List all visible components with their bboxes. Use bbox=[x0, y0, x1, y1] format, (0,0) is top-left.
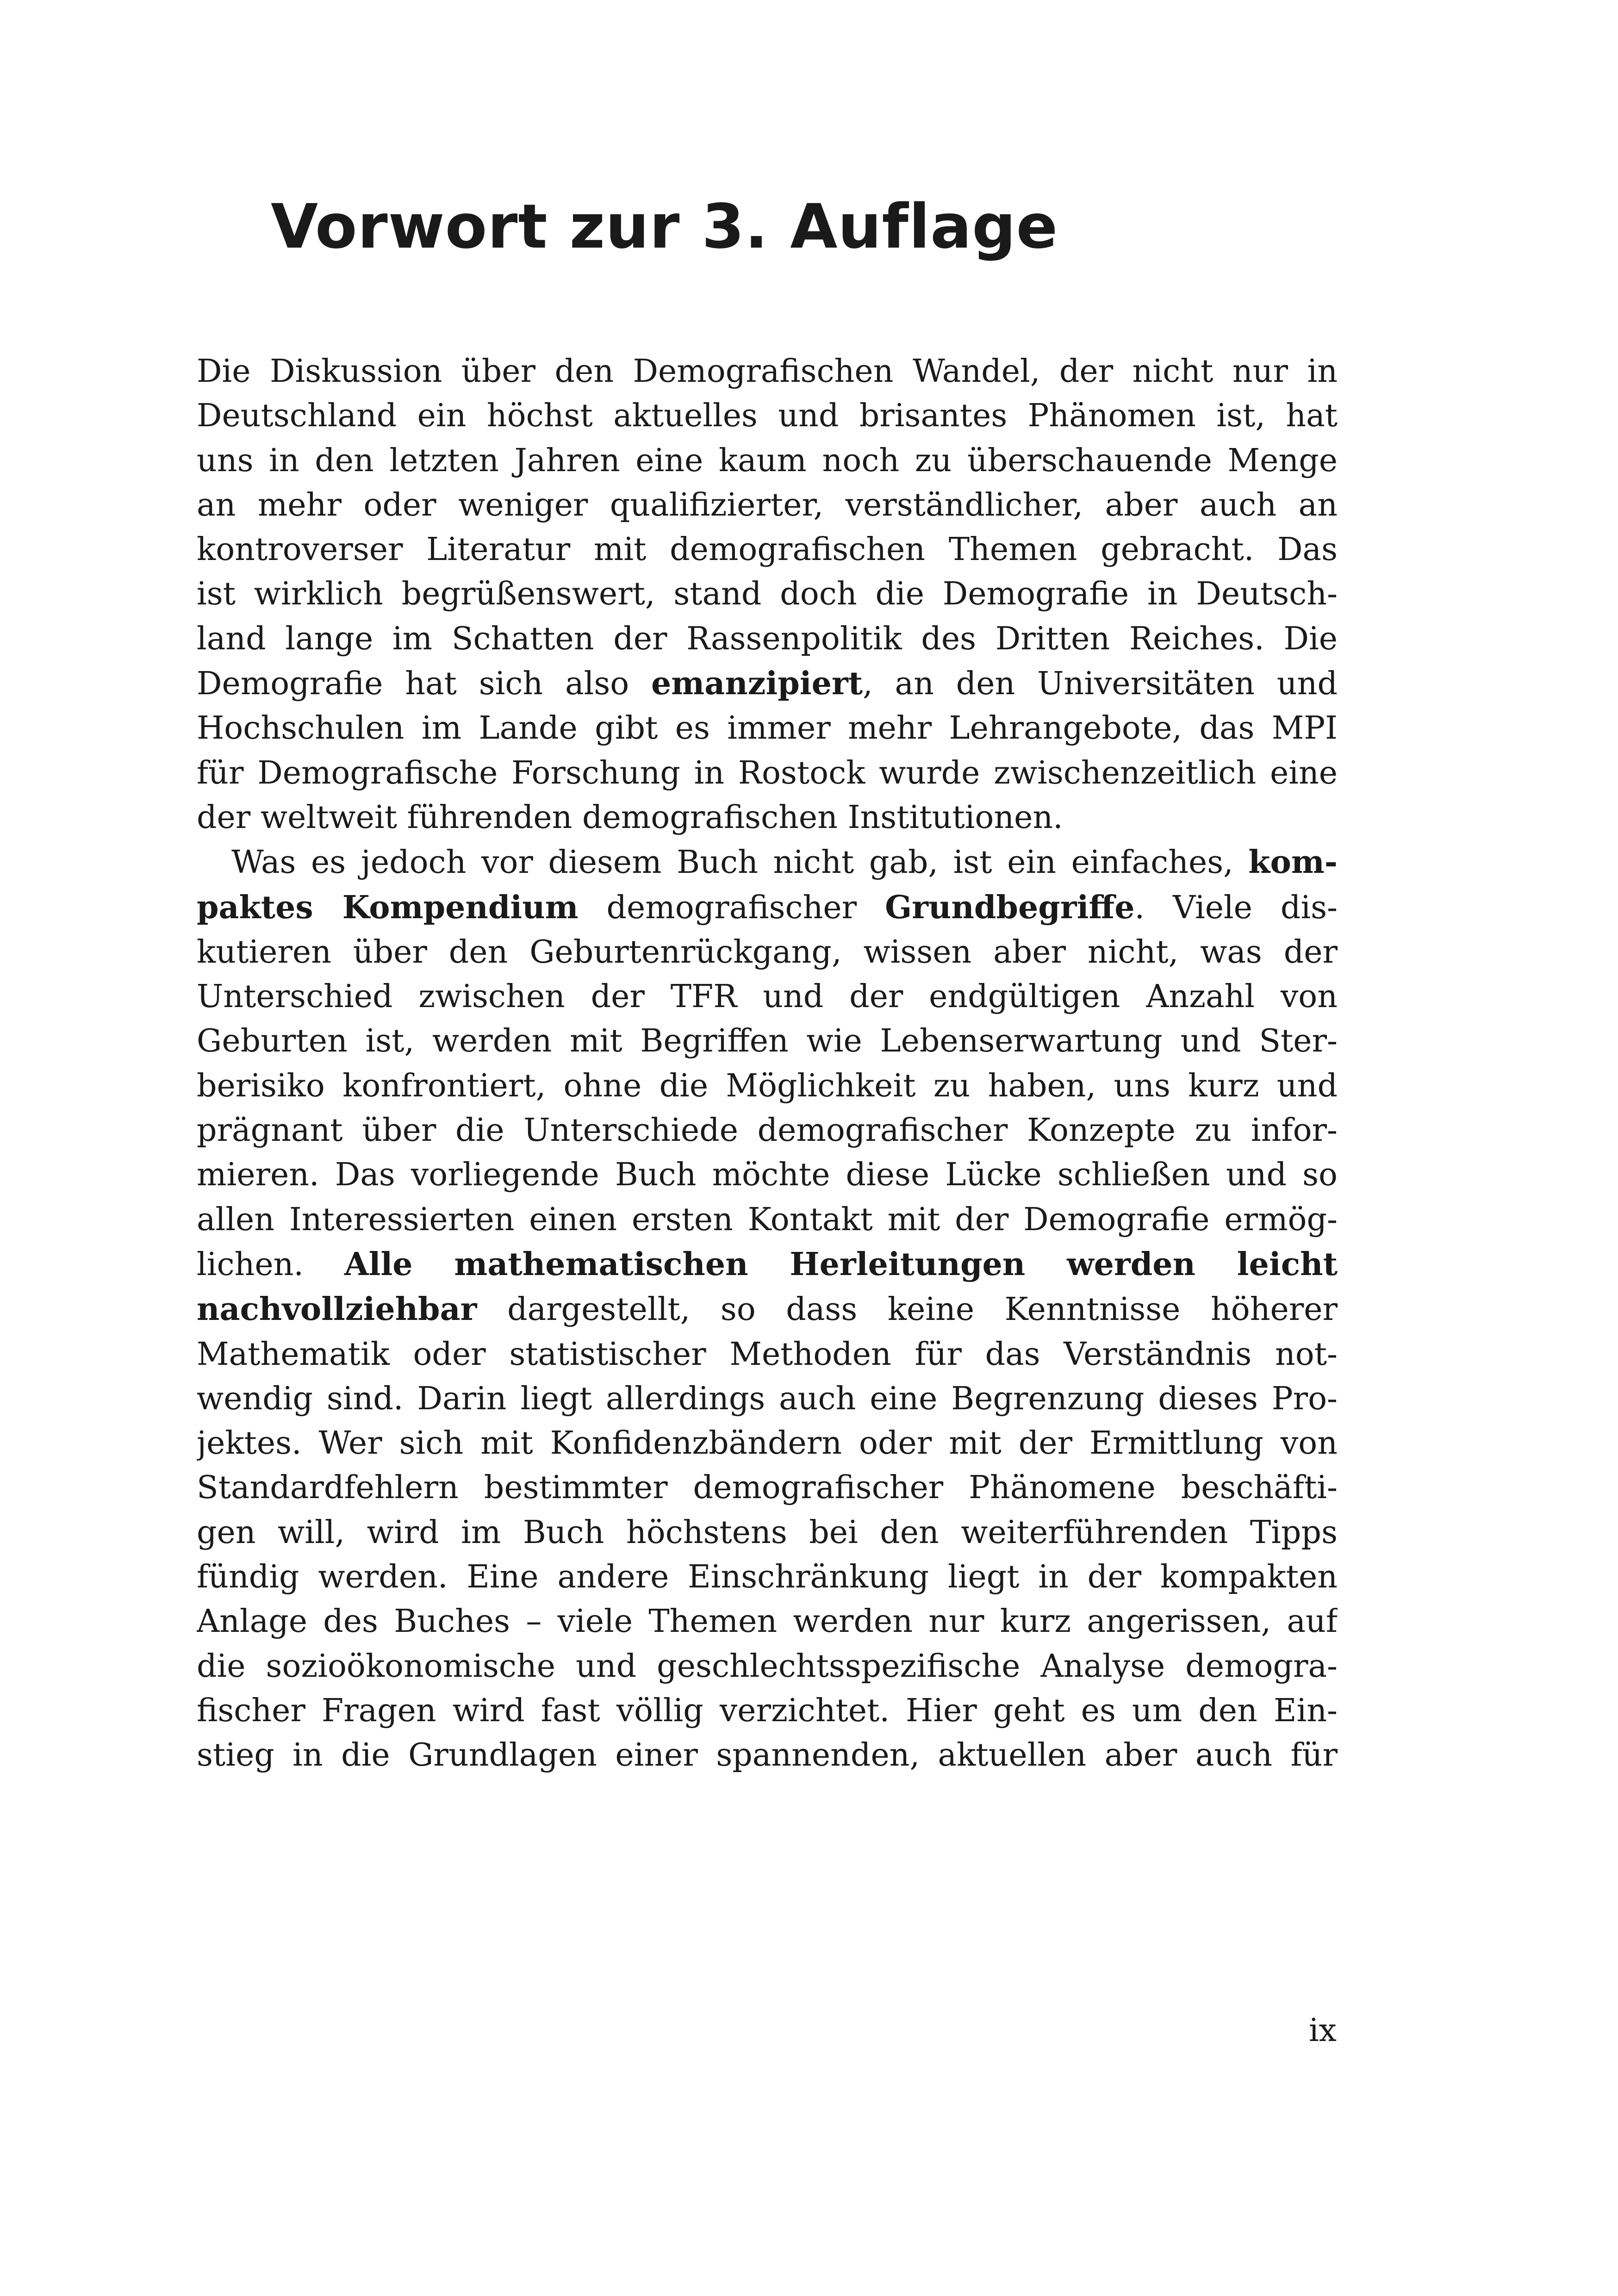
text-run: Demografie hat sich also bbox=[197, 666, 652, 703]
text-line: Die Diskussion über den Demografischen Wandel, der nicht nur in bbox=[197, 353, 1338, 390]
text-run: . Viele dis- bbox=[1134, 889, 1338, 926]
text-line: ist wirklich begrüßenswert, stand doch die Demografie in Deutsch- bbox=[197, 576, 1338, 613]
text-run: Was es jedoch vor diesem Buch nicht gab, ist ein einfaches, bbox=[231, 844, 1249, 881]
text-line: prägnant über die Unterschiede demografischer Konzepte zu infor- bbox=[197, 1112, 1338, 1149]
emphasis-kompaktes: kom- bbox=[1248, 844, 1338, 881]
text-line: an mehr oder weniger qualifizierter, verständlicher, aber auch an bbox=[197, 486, 1338, 523]
text-line: berisiko konfrontiert, ohne die Möglichkeit zu haben, uns kurz und bbox=[197, 1067, 1338, 1104]
text-line: die sozioökonomische und geschlechtsspezifische Analyse demogra- bbox=[197, 1648, 1338, 1685]
text-line bbox=[197, 885, 1338, 930]
text-line: Hochschulen im Lande gibt es immer mehr Lehrangebote, das MPI bbox=[197, 710, 1338, 747]
text-line: land lange im Schatten der Rassenpolitik des Dritten Reiches. Die bbox=[197, 620, 1338, 657]
text-line: der weltweit führenden demografischen Institutionen. bbox=[197, 799, 1063, 836]
text-line: allen Interessierten einen ersten Kontakt mit der Demografie ermög- bbox=[197, 1201, 1338, 1238]
text-line: fischer Fragen wird fast völlig verzichtet. Hier geht es um den Ein- bbox=[197, 1692, 1338, 1729]
text-line: stieg in die Grundlagen einer spannenden, aktuellen aber auch für bbox=[197, 1737, 1338, 1774]
text-line: Mathematik oder statistischer Methoden für das Verständnis not- bbox=[197, 1336, 1338, 1373]
text-run: demografischer bbox=[578, 889, 885, 926]
paragraph-2 bbox=[197, 840, 1338, 1778]
text-line: Anlage des Buches – viele Themen werden nur kurz angerissen, auf bbox=[197, 1603, 1338, 1640]
text-run: dargestellt, so dass keine Kenntnisse höherer bbox=[477, 1291, 1338, 1328]
text-run: lichen. bbox=[197, 1246, 344, 1283]
text-line: uns in den letzten Jahren eine kaum noch zu überschauende Menge bbox=[197, 442, 1338, 479]
text-run: , an den Universitäten und bbox=[863, 666, 1338, 703]
emphasis-grundbegriffe: Grundbegriffe bbox=[885, 889, 1135, 926]
text-line bbox=[197, 1242, 1338, 1287]
text-line: Geburten ist, werden mit Begriffen wie Lebenserwartung und Ster- bbox=[197, 1023, 1338, 1060]
text-line: Standardfehlern bestimmter demografischer Phänomene beschäfti- bbox=[197, 1469, 1338, 1506]
text-line bbox=[197, 1287, 1338, 1332]
text-line: jektes. Wer sich mit Konfidenzbändern oder mit der Ermittlung von bbox=[197, 1425, 1338, 1462]
text-line: Deutschland ein höchst aktuelles und brisantes Phänomen ist, hat bbox=[197, 398, 1338, 435]
page-number: ix bbox=[1308, 2012, 1337, 2049]
text-line bbox=[197, 661, 1338, 706]
emphasis-nachvollziehbar: nachvollziehbar bbox=[197, 1291, 477, 1328]
emphasis-kompendium: paktes Kompendium bbox=[197, 889, 579, 926]
emphasis-emanzipiert: emanzipiert bbox=[651, 665, 863, 703]
body-text bbox=[197, 349, 1338, 1778]
text-line bbox=[197, 840, 1338, 885]
text-line: fündig werden. Eine andere Einschränkung liegt in der kompakten bbox=[197, 1559, 1338, 1596]
text-line: kontroverser Literatur mit demografischen Themen gebracht. Das bbox=[197, 531, 1338, 568]
chapter-title: Vorwort zur 3. Auflage bbox=[271, 191, 1058, 262]
text-line: mieren. Das vorliegende Buch möchte diese Lücke schließen und so bbox=[197, 1157, 1338, 1194]
text-line: wendig sind. Darin liegt allerdings auch eine Begrenzung dieses Pro- bbox=[197, 1380, 1338, 1417]
text-line: für Demografische Forschung in Rostock wurde zwischenzeitlich eine bbox=[197, 754, 1338, 791]
emphasis-herleitungen: Alle mathematischen Herleitungen werden leicht bbox=[344, 1245, 1338, 1283]
paragraph-1 bbox=[197, 349, 1338, 840]
text-line: kutieren über den Geburtenrückgang, wissen aber nicht, was der bbox=[197, 933, 1338, 971]
text-line: gen will, wird im Buch höchstens bei den weiterführenden Tipps bbox=[197, 1514, 1338, 1551]
text-line: Unterschied zwischen der TFR und der endgültigen Anzahl von bbox=[197, 978, 1338, 1015]
